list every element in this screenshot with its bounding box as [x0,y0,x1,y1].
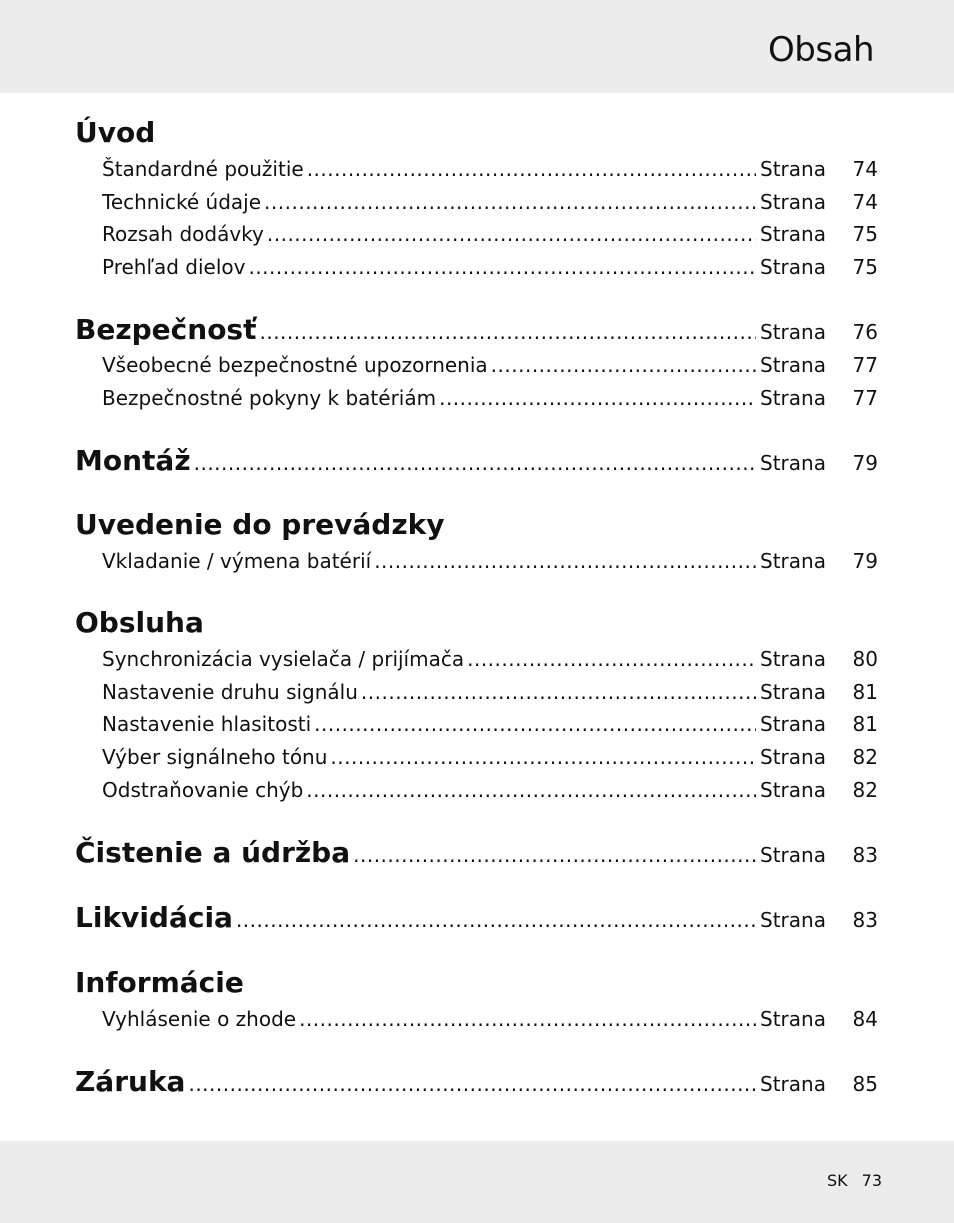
toc-strana-label: Strana [760,451,826,475]
toc-strana-label: Strana [760,680,826,704]
toc-dot-leader [467,647,756,671]
toc-section-zaruka[interactable] [75,1065,878,1098]
language-code: SK [826,1171,848,1190]
toc-page-number: 85 [852,1072,878,1096]
toc-entry[interactable] [102,549,878,573]
toc-entry[interactable] [102,647,878,671]
toc-strana-label: Strana [760,222,826,246]
toc-strana-label: Strana [760,386,826,410]
toc-section-uvod[interactable] [75,116,155,149]
toc-page-number: 75 [852,255,878,279]
toc-page-number: 82 [852,745,878,769]
toc-strana-label: Strana [760,157,826,181]
toc-entry[interactable] [102,157,878,181]
toc-section-likvidacia[interactable] [75,901,878,934]
toc-entry-label: Štandardné použitie [102,157,304,181]
toc-strana-label: Strana [760,843,826,867]
toc-section-title: Likvidácia [75,901,233,934]
toc-page-number: 75 [852,222,878,246]
page-title: Obsah [768,30,874,70]
toc-dot-leader [299,1007,756,1031]
toc-entry-label: Nastavenie hlasitosti [102,712,312,736]
toc-entry[interactable] [102,1007,878,1031]
toc-dot-leader [264,190,756,214]
toc-section-title: Montáž [75,444,191,477]
toc-entry[interactable] [102,190,878,214]
toc-strana-label: Strana [760,712,826,736]
toc-strana-label: Strana [760,647,826,671]
toc-page-number: 74 [852,190,878,214]
toc-page-number: 84 [852,1007,878,1031]
toc-dot-leader [307,157,756,181]
toc-dot-leader [374,549,756,573]
toc-section-title: Obsluha [75,606,204,639]
toc-section-montaz[interactable] [75,444,878,477]
toc-entry[interactable] [102,680,878,704]
toc-entry-label: Všeobecné bezpečnostné upozornenia [102,353,488,377]
toc-entry-label: Technické údaje [102,190,262,214]
toc-strana-label: Strana [760,190,826,214]
toc-section-bezpecnost[interactable] [75,313,878,346]
toc-section-uvedenie[interactable] [75,508,445,541]
toc-dot-leader [314,712,756,736]
toc-section-cistenie[interactable] [75,836,878,869]
toc-section-title: Čistenie a údržba [75,836,351,869]
toc-page-number: 74 [852,157,878,181]
toc-entry-label: Rozsah dodávky [102,222,264,246]
toc-section-title: Bezpečnosť [75,313,257,346]
toc-section-title: Úvod [75,116,156,149]
toc-dot-leader [236,908,756,932]
toc-section-obsluha[interactable] [75,606,204,639]
toc-entry-label: Bezpečnostné pokyny k batériám [102,386,437,410]
toc-page-number: 82 [852,778,878,802]
toc-entry-label: Nastavenie druhu signálu [102,680,358,704]
toc-entry[interactable] [102,255,878,279]
toc-dot-leader [248,255,756,279]
toc-page-number: 83 [852,843,878,867]
toc-page-number: 80 [852,647,878,671]
toc-strana-label: Strana [760,908,826,932]
footer-band [0,1141,954,1223]
toc-page-number: 81 [852,712,878,736]
toc-strana-label: Strana [760,353,826,377]
toc-entry-label: Prehľad dielov [102,255,246,279]
toc-entry[interactable] [102,222,878,246]
toc-dot-leader [194,451,756,475]
toc-dot-leader [259,320,756,344]
toc-dot-leader [267,222,756,246]
toc-entry-label: Synchronizácia vysielača / prijímača [102,647,465,671]
toc-entry[interactable] [102,712,878,736]
page-footer [827,1171,882,1190]
toc-dot-leader [188,1072,756,1096]
toc-dot-leader [306,778,756,802]
toc-entry-label: Odstraňovanie chýb [102,778,304,802]
toc-strana-label: Strana [760,320,826,344]
page-number: 73 [861,1171,882,1190]
toc-entry[interactable] [102,386,878,410]
toc-dot-leader [361,680,756,704]
toc-strana-label: Strana [760,549,826,573]
toc-dot-leader [353,843,756,867]
toc-section-title: Informácie [75,966,244,999]
toc-entry-label: Vkladanie / výmena batérií [102,549,372,573]
toc-strana-label: Strana [760,778,826,802]
toc-strana-label: Strana [760,255,826,279]
toc-page-number: 79 [852,549,878,573]
toc-section-title: Záruka [75,1065,186,1098]
toc-entry[interactable] [102,745,878,769]
toc-page-number: 79 [852,451,878,475]
toc-dot-leader [491,353,756,377]
toc-strana-label: Strana [760,745,826,769]
toc-page-number: 77 [852,386,878,410]
toc-entry[interactable] [102,778,878,802]
toc-page-number: 76 [852,320,878,344]
toc-dot-leader [330,745,756,769]
toc-entry-label: Výber signálneho tónu [102,745,328,769]
toc-page-number: 81 [852,680,878,704]
toc-page-number: 83 [852,908,878,932]
toc-dot-leader [439,386,756,410]
toc-entry[interactable] [102,353,878,377]
toc-section-title: Uvedenie do prevádzky [75,508,445,541]
toc-strana-label: Strana [760,1007,826,1031]
toc-page-number: 77 [852,353,878,377]
toc-section-informacie[interactable] [75,966,244,999]
toc-strana-label: Strana [760,1072,826,1096]
toc-entry-label: Vyhlásenie o zhode [102,1007,297,1031]
